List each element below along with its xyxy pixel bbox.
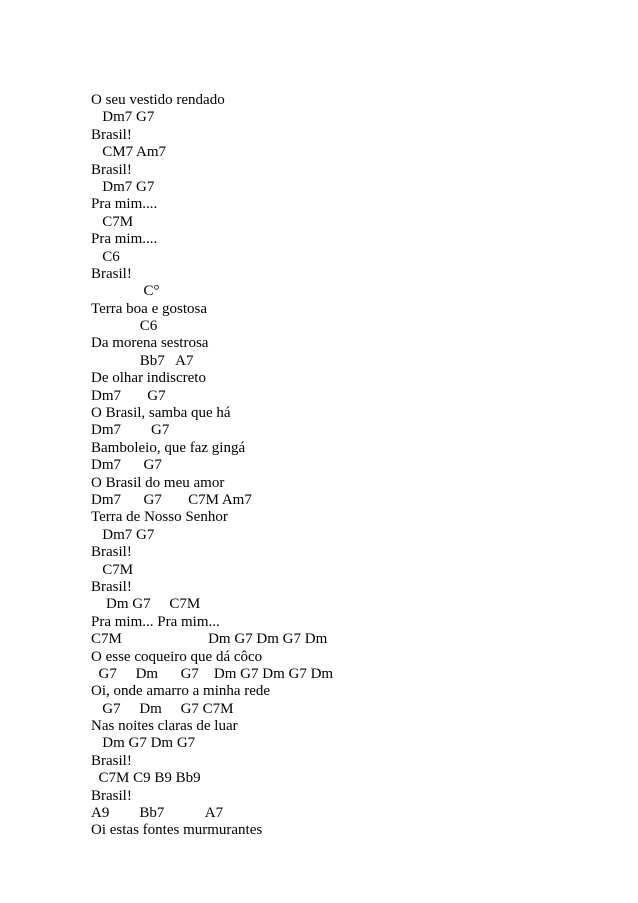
- chord-line: Dm G7 Dm G7: [91, 735, 196, 752]
- chord-line: Dm7 G7: [91, 387, 166, 404]
- chord-line: C6: [91, 248, 120, 265]
- chord-line: C6: [91, 318, 158, 335]
- chord-line: Dm7 G7: [91, 526, 155, 543]
- chord-line: Bb7 A7: [91, 352, 194, 369]
- chord-line: Dm7 G7 C7M Am7: [91, 491, 252, 508]
- lyric-line: Brasil!: [91, 752, 132, 769]
- lyric-line: Brasil!: [91, 126, 132, 143]
- lyric-line: O Brasil do meu amor: [91, 474, 225, 491]
- lyric-line: Brasil!: [91, 161, 132, 178]
- chord-line: Dm7 G7: [91, 178, 155, 195]
- lyrics-with-chords: [91, 92, 333, 840]
- chord-line: Dm G7 C7M: [91, 596, 201, 613]
- chord-line: A9 Bb7 A7: [91, 805, 224, 822]
- lyric-line: Nas noites claras de luar: [91, 718, 238, 735]
- chord-line: C7M C9 B9 Bb9: [91, 770, 201, 787]
- lyric-line: Brasil!: [91, 787, 132, 804]
- lyric-line: Oi, onde amarro a minha rede: [91, 683, 271, 700]
- chord-line: G7 Dm G7 C7M: [91, 700, 234, 717]
- chord-line: C7M: [91, 561, 134, 578]
- chord-line: C7M Dm G7 Dm G7 Dm: [91, 631, 328, 648]
- lyric-line: Pra mim... Pra mim...: [91, 613, 220, 630]
- lyric-line: O Brasil, samba que há: [91, 405, 231, 422]
- lyric-line: Pra mim....: [91, 196, 158, 213]
- chord-line: C7M: [91, 213, 134, 230]
- lyric-line: O esse coqueiro que dá côco: [91, 648, 263, 665]
- lyric-line: Pra mim....: [91, 231, 158, 248]
- chord-line: Dm7 G7: [91, 109, 155, 126]
- lyric-line: Brasil!: [91, 578, 132, 595]
- lyric-line: Da morena sestrosa: [91, 335, 209, 352]
- lyric-line: O seu vestido rendado: [91, 92, 225, 108]
- chord-line: Dm7 G7: [91, 457, 162, 474]
- chord-line: CM7 Am7: [91, 144, 167, 161]
- chord-line: G7 Dm G7 Dm G7 Dm G7 Dm: [91, 665, 334, 682]
- lyric-line: Terra boa e gostosa: [91, 300, 207, 317]
- lyric-line: Bamboleio, que faz gingá: [91, 439, 246, 456]
- chord-line: C°: [91, 283, 160, 300]
- lyric-line: Terra de Nosso Senhor: [91, 509, 228, 526]
- lyric-line: De olhar indiscreto: [91, 370, 206, 387]
- lyric-line: Brasil!: [91, 544, 132, 561]
- lyric-line: Oi estas fontes murmurantes: [91, 822, 263, 839]
- chord-line: Dm7 G7: [91, 422, 170, 439]
- lyric-line: Brasil!: [91, 265, 132, 282]
